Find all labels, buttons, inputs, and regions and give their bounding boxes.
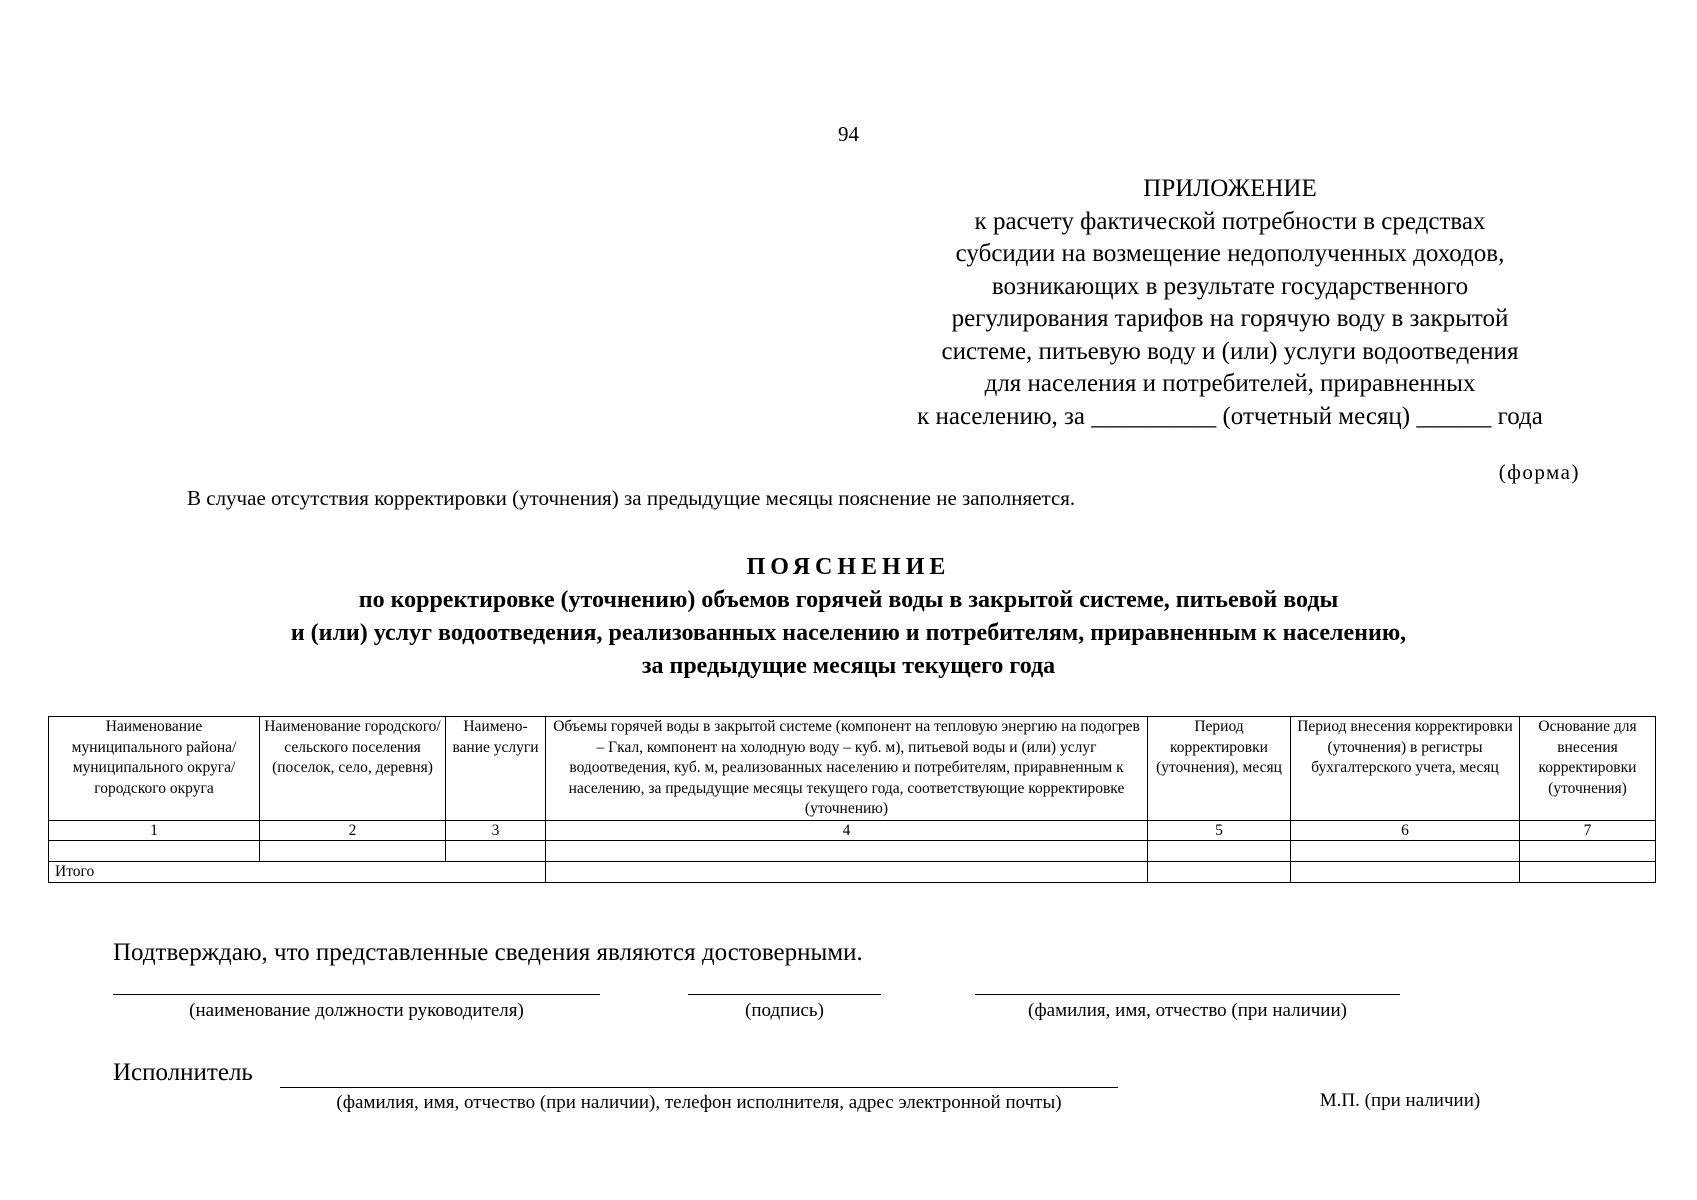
appendix-line: системе, питьевую воду и (или) услуги водоотведения — [941, 337, 1519, 365]
document-title — [0, 550, 1697, 683]
column-number-row — [49, 820, 1656, 840]
executor-caption: (фамилия, имя, отчество (при наличии), телефон исполнителя, адрес электронной почты) — [336, 1092, 1062, 1113]
table-row — [49, 840, 1656, 861]
executor-line[interactable] — [280, 1087, 1118, 1088]
full-name-caption: (фамилия, имя, отчество (при наличии) — [1028, 1000, 1347, 1021]
signature-caption: (подпись) — [745, 1000, 824, 1021]
header-volumes: Объемы горячей воды в закрытой системе (компонент на тепловую энергию на подогрев – Гкал, компонент на холодную воду – куб. м), питьевой воды и (или) услуг водоотведения, куб. м, реализованных населению и потребителям, приравненным к населению, за предыдущие месяцы текущего года, соответствующие корректировке (уточнению) — [546, 717, 1148, 821]
column-number: 7 — [1520, 820, 1656, 840]
header-correction-period: Период корректировки (уточнения), месяц — [1148, 717, 1291, 821]
instruction-note: В случае отсутствия корректировки (уточнения) за предыдущие месяцы пояснение не заполняется. — [187, 486, 1076, 510]
full-name-signature-line[interactable] — [975, 994, 1400, 995]
header-district: Наименование муниципального района/ муниципального округа/ городского округа — [49, 717, 260, 821]
total-cell[interactable] — [1148, 861, 1291, 883]
column-number: 1 — [49, 820, 260, 840]
form-label: (форма) — [1498, 460, 1580, 484]
table-cell[interactable] — [260, 840, 446, 861]
table-cell[interactable] — [546, 840, 1148, 861]
appendix-block — [880, 173, 1580, 433]
table-cell[interactable] — [49, 840, 260, 861]
table-cell[interactable] — [1291, 840, 1520, 861]
table-cell[interactable] — [1148, 840, 1291, 861]
confirmation-statement: Подтверждаю, что представленные сведения являются достоверными. — [113, 939, 863, 966]
position-signature-line[interactable] — [113, 994, 600, 995]
column-number: 5 — [1148, 820, 1291, 840]
signature-line[interactable] — [688, 994, 881, 995]
appendix-line: субсидии на возмещение недополученных доходов, — [955, 240, 1505, 267]
correction-table — [48, 716, 1656, 883]
column-number: 2 — [260, 820, 446, 840]
appendix-line: к расчету фактической потребности в средствах — [974, 207, 1486, 235]
total-label: Итого — [49, 861, 546, 883]
column-number: 6 — [1291, 820, 1520, 840]
total-cell[interactable] — [546, 861, 1148, 883]
total-cell[interactable] — [1520, 861, 1656, 883]
executor-label: Исполнитель — [113, 1059, 253, 1086]
header-basis: Основание для внесения корректировки (уточнения) — [1520, 717, 1656, 821]
appendix-line: для населения и потребителей, приравненных — [984, 370, 1476, 397]
header-accounting-period: Период внесения корректировки (уточнения) в регистры бухгалтерского учета, месяц — [1291, 717, 1520, 821]
position-caption: (наименование должности руководителя) — [189, 1000, 524, 1021]
table-cell[interactable] — [1520, 840, 1656, 861]
appendix-line: регулирования тарифов на горячую воду в закрытой — [951, 305, 1509, 332]
document-subtitle-line: по корректировке (уточнению) объемов горячей воды в закрытой системе, питьевой воды — [358, 587, 1339, 613]
page-number: 94 — [838, 122, 859, 146]
appendix-line: к населению, за __________ (отчетный месяц) ______ года — [917, 402, 1543, 430]
document-subtitle-line: за предыдущие месяцы текущего года — [641, 653, 1056, 679]
column-number: 3 — [446, 820, 546, 840]
document-subtitle-line: и (или) услуг водоотведения, реализованных населению и потребителям, приравненным к населению, — [290, 620, 1407, 646]
appendix-line: возникающих в результате государственного — [991, 272, 1469, 300]
total-cell[interactable] — [1291, 861, 1520, 883]
header-service: Наимено-вание услуги — [446, 717, 546, 821]
stamp-label: М.П. (при наличии) — [1319, 1090, 1481, 1111]
total-row — [49, 861, 1656, 883]
column-number: 4 — [546, 820, 1148, 840]
appendix-heading: ПРИЛОЖЕНИЕ — [1143, 175, 1317, 202]
table-header-row — [49, 717, 1656, 821]
document-heading: ПОЯСНЕНИЕ — [746, 554, 951, 580]
table-cell[interactable] — [446, 840, 546, 861]
header-settlement: Наименование городского/ сельского поселения (поселок, село, деревня) — [260, 717, 446, 821]
